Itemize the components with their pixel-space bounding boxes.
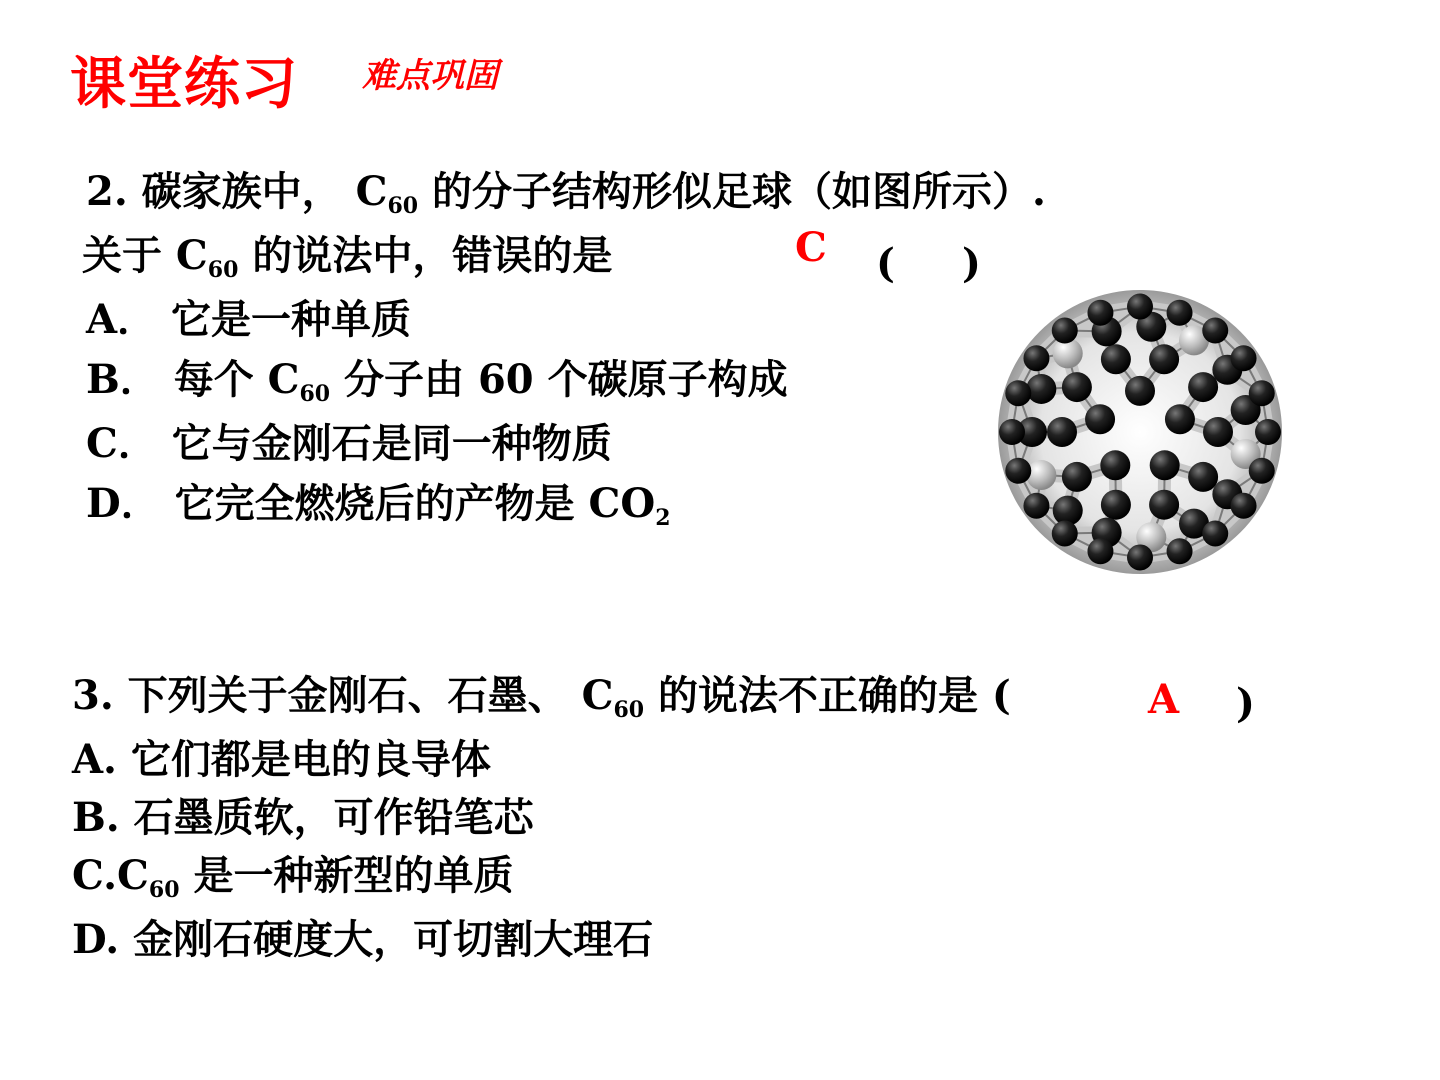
- c60-atom: [1026, 374, 1056, 404]
- c60-atom: [1167, 538, 1193, 564]
- c60-atom: [1149, 344, 1179, 374]
- c60-atom: [1085, 404, 1115, 434]
- c60-atom: [1087, 300, 1113, 326]
- q2-option-a: A． 它是一种单质: [86, 296, 411, 343]
- q3-option-c: $C.C_{60}$ 是一种新型的单质: [72, 852, 514, 903]
- c60-atom: [999, 419, 1025, 445]
- c60-atom: [1202, 318, 1228, 344]
- q2-option-c: C． 它与金刚石是同一种物质: [86, 420, 612, 467]
- q2-paren-open: (: [876, 240, 895, 287]
- q2-option-d: D． 它完全燃烧后的产物是 $CO_2$: [86, 480, 671, 531]
- q3-paren-close: ): [1236, 680, 1255, 727]
- page-title: 课堂练习: [70, 52, 298, 117]
- c60-atom: [1101, 344, 1131, 374]
- c60-atom: [1047, 417, 1077, 447]
- c60-atom: [1127, 294, 1153, 320]
- c60-molecule-icon: [990, 280, 1290, 585]
- c60-atom: [1231, 493, 1257, 519]
- c60-atom: [1101, 490, 1131, 520]
- q3-answer: A: [1148, 676, 1180, 723]
- c60-atom: [1062, 462, 1092, 492]
- c60-atom: [1149, 490, 1179, 520]
- q2-stem-line2: 关于 $C_{60}$ 的说法中，错误的是: [82, 232, 613, 283]
- q3-option-b: B. 石墨质软，可作铅笔芯: [72, 794, 534, 841]
- c60-atom: [1125, 376, 1155, 406]
- c60-atom: [1165, 404, 1195, 434]
- c60-atom: [1203, 417, 1233, 447]
- q3-option-d: D. 金刚石硬度大，可切割大理石: [72, 916, 654, 963]
- c60-atom: [1052, 520, 1078, 546]
- c60-atom: [1023, 493, 1049, 519]
- q2-answer: C: [795, 224, 827, 271]
- c60-atom: [1127, 544, 1153, 570]
- q3-option-a: A. 它们都是电的良导体: [72, 736, 491, 783]
- q2-stem-line1: 2. 碳家族中， $C_{60}$ 的分子结构形似足球（如图所示）.: [86, 168, 1046, 219]
- c60-atom: [1026, 460, 1056, 490]
- c60-atom: [1100, 450, 1130, 480]
- page-subtitle: 难点巩固: [362, 56, 498, 96]
- c60-atom: [1062, 372, 1092, 402]
- c60-atom: [1188, 462, 1218, 492]
- c60-atom: [1005, 380, 1031, 406]
- c60-atom: [1005, 458, 1031, 484]
- c60-atom: [1167, 300, 1193, 326]
- q2-option-b: B． 每个 $C_{60}$ 分子由 60 个碳原子构成: [86, 356, 788, 407]
- c60-atom: [1087, 538, 1113, 564]
- c60-atom: [1255, 419, 1281, 445]
- q3-stem: 3. 下列关于金刚石、石墨、 $C_{60}$ 的说法不正确的是 (: [72, 672, 1011, 723]
- q2-paren-close: ): [962, 240, 981, 287]
- c60-atom: [1202, 520, 1228, 546]
- c60-atom: [1150, 450, 1180, 480]
- c60-atom: [1023, 345, 1049, 371]
- c60-atom: [1231, 345, 1257, 371]
- c60-atom: [1249, 458, 1275, 484]
- c60-atom: [1249, 380, 1275, 406]
- c60-atom: [1188, 372, 1218, 402]
- c60-atom: [1052, 318, 1078, 344]
